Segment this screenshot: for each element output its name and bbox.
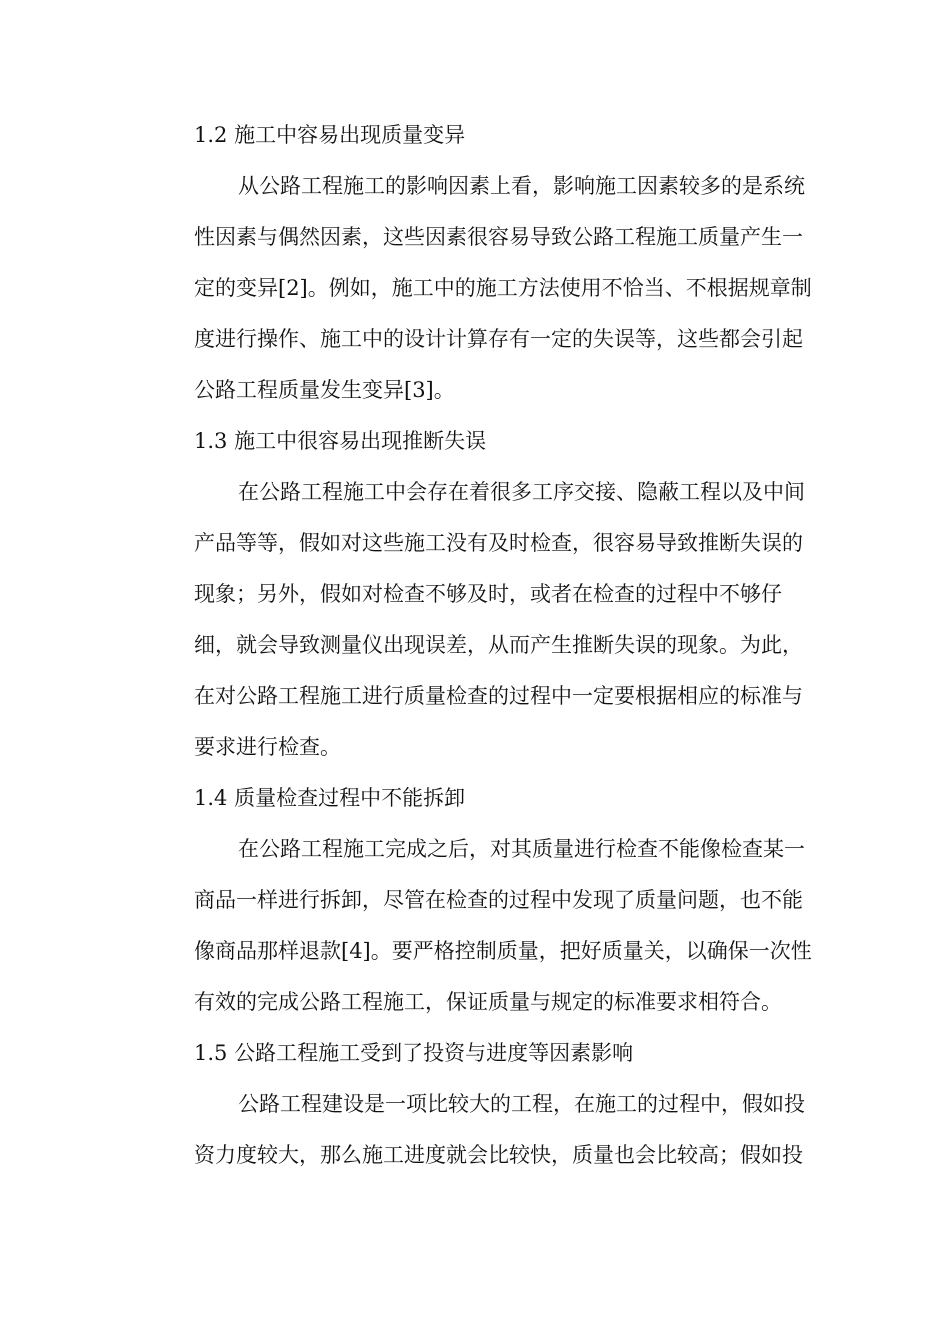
document-body	[150, 110, 812, 1181]
text-line: 要求进行检查。	[194, 735, 341, 759]
text-line: 在对公路工程施工进行质量检查的过程中一定要根据相应的标准与	[194, 684, 803, 708]
section-heading-1-5: 1.5 公路工程施工受到了投资与进度等因素影响	[194, 1041, 634, 1065]
section-heading-1-3: 1.3 施工中很容易出现推断失误	[194, 429, 487, 453]
section-paragraph-1-4	[150, 824, 812, 1028]
section-paragraph-1-3	[150, 467, 805, 773]
text-line: 细，就会导致测量仪出现误差，从而产生推断失误的现象。为此，	[194, 633, 803, 657]
text-line: 公路工程质量发生变异[3]。	[194, 378, 455, 402]
section-paragraph-1-2	[150, 161, 812, 416]
text-line: 现象；另外，假如对检查不够及时，或者在检查的过程中不够仔	[194, 582, 782, 606]
section-paragraph-1-5	[150, 1079, 805, 1181]
text-line: 商品一样进行拆卸，尽管在检查的过程中发现了质量问题，也不能	[194, 888, 803, 912]
text-line: 产品等等，假如对这些施工没有及时检查，很容易导致推断失误的	[194, 531, 803, 555]
text-line: 资力度较大，那么施工进度就会比较快，质量也会比较高；假如投	[194, 1143, 803, 1167]
text-line: 定的变异[2]。例如，施工中的施工方法使用不恰当、不根据规章制	[194, 276, 812, 300]
text-line: 性因素与偶然因素，这些因素很容易导致公路工程施工质量产生一	[194, 225, 803, 249]
section-heading-1-4: 1.4 质量检查过程中不能拆卸	[194, 786, 466, 810]
text-line: 像商品那样退款[4]。要严格控制质量，把好质量关，以确保一次性	[194, 939, 812, 963]
text-line: 在公路工程施工完成之后，对其质量进行检查不能像检查某一	[238, 837, 805, 861]
section-heading-1-2: 1.2 施工中容易出现质量变异	[194, 123, 466, 147]
text-line: 公路工程建设是一项比较大的工程，在施工的过程中，假如投	[238, 1092, 805, 1116]
text-line: 从公路工程施工的影响因素上看，影响施工因素较多的是系统	[238, 174, 805, 198]
text-line: 有效的完成公路工程施工，保证质量与规定的标准要求相符合。	[194, 990, 782, 1014]
text-line: 度进行操作、施工中的设计计算存有一定的失误等，这些都会引起	[194, 327, 803, 351]
text-line: 在公路工程施工中会存在着很多工序交接、隐蔽工程以及中间	[238, 480, 805, 504]
